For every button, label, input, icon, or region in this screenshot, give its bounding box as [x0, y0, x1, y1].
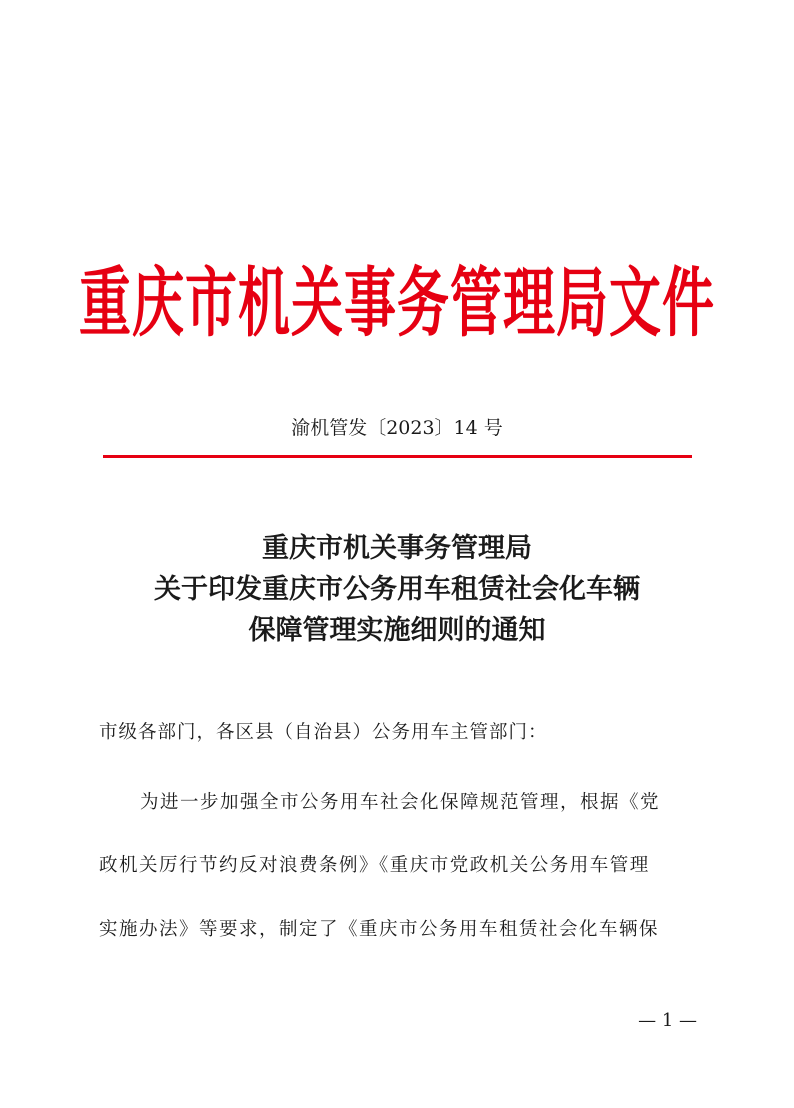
document-number: 渝机管发〔2023〕14 号 — [291, 417, 503, 439]
title-line-2: 关于印发重庆市公务用车租赁社会化车辆 — [154, 574, 640, 605]
issuer-header — [0, 246, 794, 346]
body-line-3: 实施办法》等要求，制定了《重庆市公务用车租赁社会化车辆保 — [99, 919, 660, 940]
body-line-1: 为进一步加强全市公务用车社会化保障规范管理，根据《党 — [140, 792, 661, 813]
salutation: 市级各部门，各区县（自治县）公务用车主管部门： — [99, 722, 548, 743]
red-divider-line — [103, 455, 692, 458]
issuer-title: 重庆市机关事务管理局文件 — [78, 259, 715, 348]
title-line-3: 保障管理实施细则的通知 — [248, 615, 546, 646]
body-line-2: 政机关厉行节约反对浪费条例》《重庆市党政机关公务用车管理 — [99, 855, 650, 876]
title-line-1: 重庆市机关事务管理局 — [262, 533, 532, 564]
document-title — [0, 528, 794, 651]
page-number: — 1 — — [638, 1010, 697, 1031]
